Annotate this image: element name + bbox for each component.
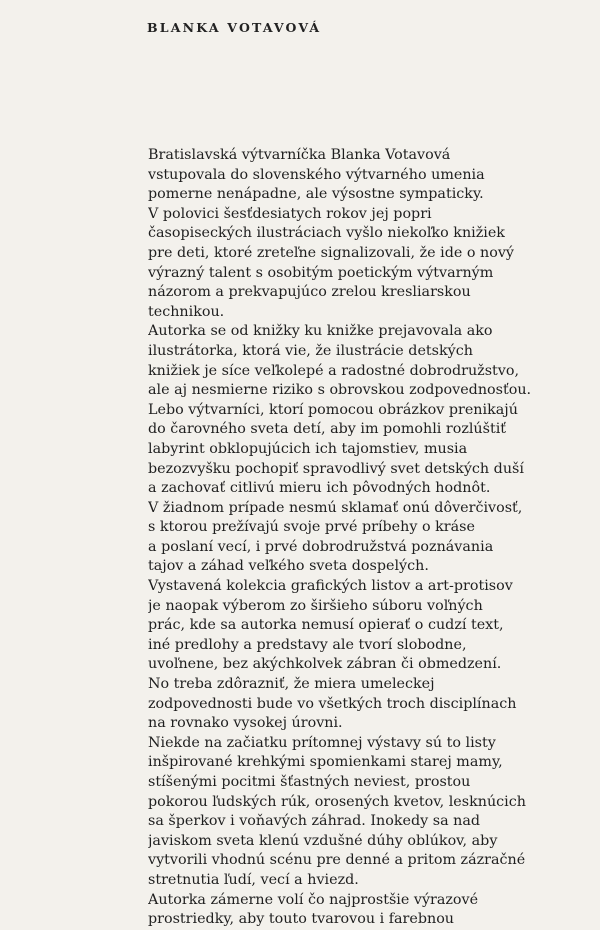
- body-text: [148, 146, 588, 930]
- text-line: vstupovala do slovenského výtvarného umenia: [148, 166, 485, 183]
- text-line: prostriedky, aby touto tvarovou i farebnou: [148, 911, 455, 928]
- text-line: javiskom sveta klenú vzdušné dúhy oblúkov, aby: [148, 832, 498, 849]
- text-line: labyrint obklopujúcich ich tajomstiev, musia: [148, 440, 468, 457]
- text-line: knižiek je síce veľkolepé a radostné dobrodružstvo,: [148, 362, 520, 379]
- text-line: No treba zdôrazniť, že miera umeleckej: [148, 676, 435, 693]
- text-line: s ktorou prežívajú svoje prvé príbehy o kráse: [148, 519, 475, 536]
- text-line: uvoľnene, bez akýchkolvek zábran či obmedzení.: [148, 656, 502, 673]
- text-line: zodpovednosti bude vo všetkých troch disciplínach: [148, 695, 517, 712]
- text-line: V polovici šesťdesiatych rokov jej popri: [148, 205, 432, 222]
- text-line: Autorka zámerne volí čo najprostšie výrazové: [148, 891, 479, 908]
- text-line: a poslaní vecí, i prvé dobrodružstvá poznávania: [148, 538, 494, 555]
- text-line: pomerne nenápadne, ale výsostne sympaticky.: [148, 186, 484, 203]
- text-line: časopiseckých ilustráciach vyšlo niekoľko knižiek: [148, 225, 505, 242]
- text-line: stíšenými pocitmi šťastných neviest, prostou: [148, 774, 471, 790]
- text-line: ale aj nesmierne riziko s obrovskou zodpovednosťou.: [148, 382, 532, 399]
- text-line: názorom a prekvapujúco zrelou kresliarskou: [148, 284, 471, 301]
- text-line: Lebo výtvarníci, ktorí pomocou obrázkov prenikajú: [148, 401, 518, 418]
- text-line: iné predlohy a predstavy ale tvorí slobodne,: [148, 636, 467, 653]
- text-line: ilustrátorka, ktorá vie, že ilustrácie detských: [148, 342, 473, 359]
- text-line: technikou.: [148, 303, 225, 320]
- text-line: vytvorili vhodnú scénu pre denné a pritom zázračné: [148, 852, 526, 869]
- text-line: do čarovného sveta detí, aby im pomohli rozlúštiť: [148, 421, 507, 438]
- text-line: pokorou ľudských rúk, orosených kvetov, lesknúcich: [148, 793, 526, 810]
- text-line: Niekde na začiatku prítomnej výstavy sú to listy: [148, 734, 496, 751]
- text-line: inšpirované krehkými spomienkami starej mamy,: [148, 754, 503, 771]
- text-line: Vystavená kolekcia grafických listov a art-protisov: [148, 578, 513, 595]
- text-line: prác, kde sa autorka nemusí opierať o cudzí text,: [148, 617, 504, 634]
- text-line: výrazný talent s osobitým poetickým výtvarným: [148, 264, 494, 281]
- text-line: V žiadnom prípade nesmú sklamať onú dôverčivosť,: [148, 499, 523, 516]
- text-line: Autorka se od knižky ku knižke prejavovala ako: [148, 323, 493, 340]
- text-line: Bratislavská výtvarníčka Blanka Votavová: [148, 147, 451, 163]
- text-line: a zachovať citlivú mieru ich pôvodných hodnôt.: [148, 480, 491, 497]
- text-line: na rovnako vysokej úrovni.: [148, 715, 343, 732]
- text-line: stretnutia ľudí, vecí a hviezd.: [148, 871, 359, 888]
- text-line: je naopak výberom zo širšieho súboru voľných: [148, 597, 483, 614]
- text-line: sa šperkov i voňavých záhrad. Inokedy sa nad: [148, 813, 481, 830]
- text-line: tajov a záhad veľkého sveta dospelých.: [148, 558, 429, 575]
- text-line: bezozvyšku pochopiť spravodlivý svet detských duší: [148, 460, 524, 477]
- text-line: pre deti, ktoré zreteľne signalizovali, že ide o nový: [148, 244, 514, 261]
- author-heading: BLANKA VOTAVOVÁ: [147, 20, 322, 35]
